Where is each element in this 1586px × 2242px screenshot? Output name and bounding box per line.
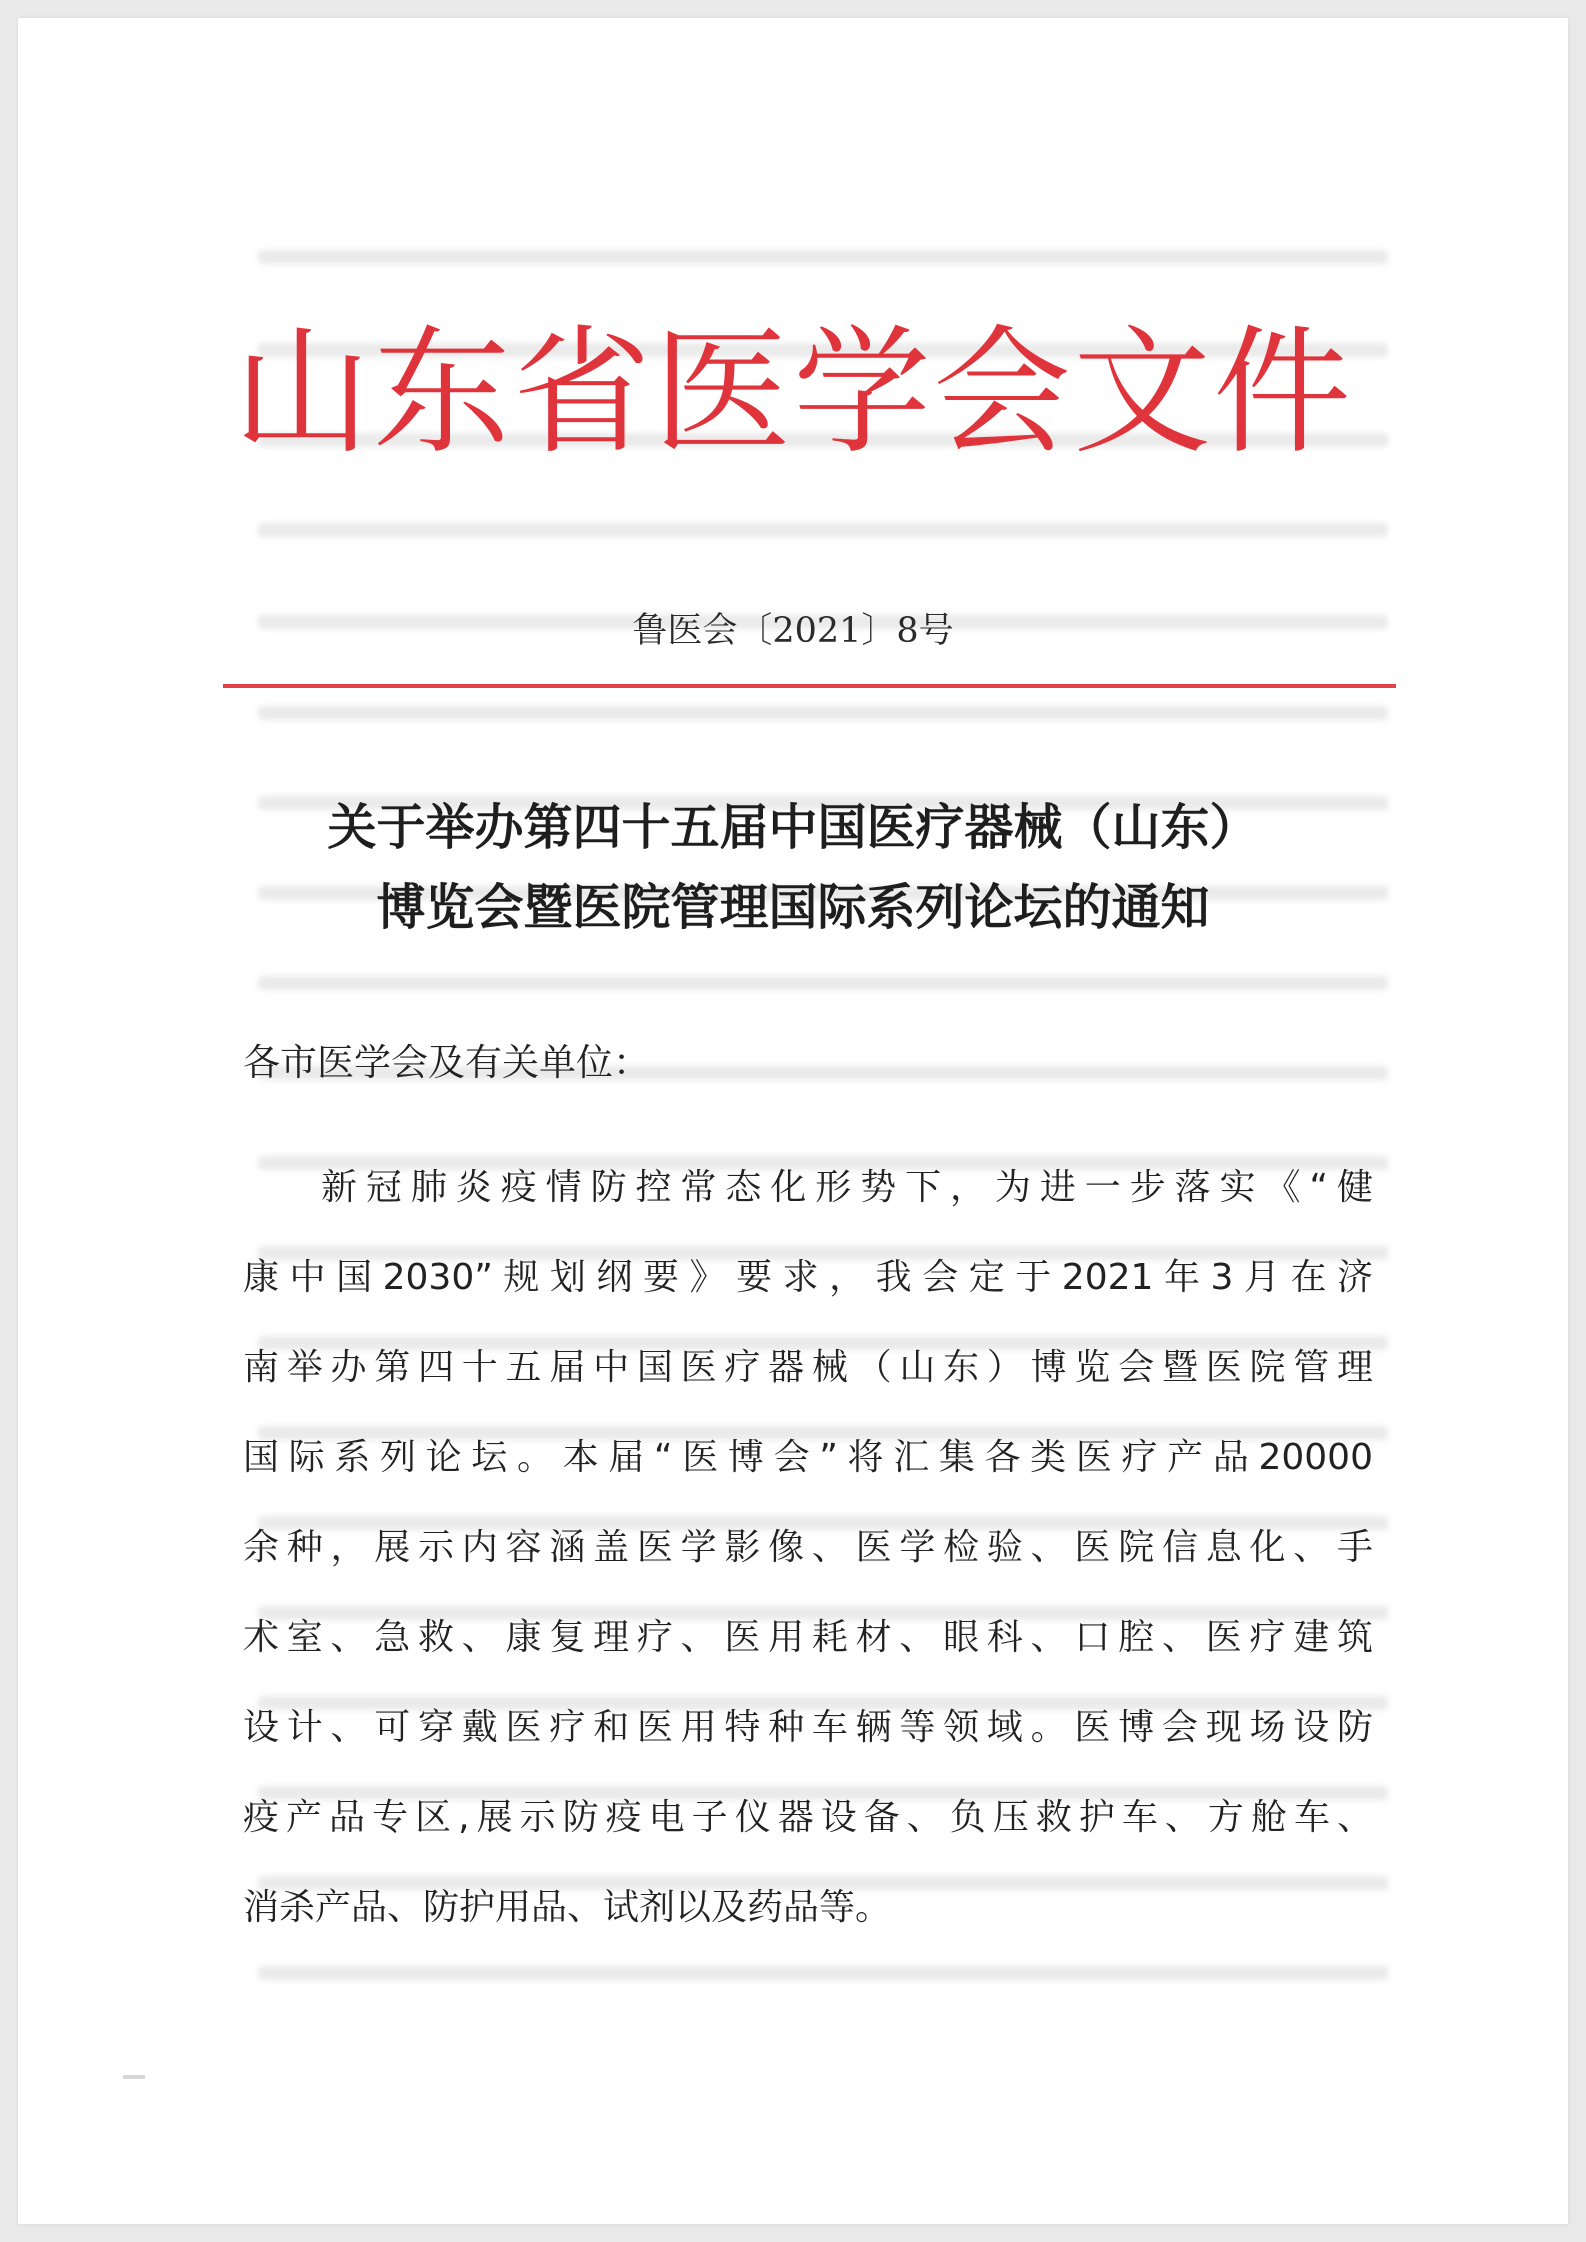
body-line: 术室、急救、康复理疗、医用耗材、眼科、口腔、医疗建筑 (243, 1617, 1373, 1658)
body-line: 设计、可穿戴医疗和医用特种车辆等领域。医博会现场设防 (243, 1707, 1373, 1748)
body-line: 余种，展示内容涵盖医学影像、医学检验、医院信息化、手 (243, 1527, 1373, 1568)
notice-title-line: 关于举办第四十五届中国医疗器械（山东） (327, 799, 1259, 856)
issuer-header-title: 山东省医学会文件 (232, 312, 1353, 473)
notice-title-line: 博览会暨医院管理国际系列论坛的通知 (376, 879, 1210, 936)
scan-speck (123, 2075, 145, 2079)
body-line: 康中国2030”规划纲要》要求，我会定于2021年3月在济 (243, 1257, 1373, 1298)
body-line: 消杀产品、防护用品、试剂以及药品等。 (243, 1887, 892, 1928)
red-divider-rule (223, 684, 1396, 688)
document-page (18, 18, 1568, 2224)
body-line: 新冠肺炎疫情防控常态化形势下，为进一步落实《“健 (321, 1167, 1373, 1208)
notice-title (18, 788, 1568, 948)
document-number: 鲁医会〔2021〕8号 (632, 611, 954, 651)
body-line: 疫产品专区,展示防疫电子仪器设备、负压救护车、方舱车、 (243, 1797, 1373, 1838)
body-line: 南举办第四十五届中国医疗器械（山东）博览会暨医院管理 (243, 1347, 1373, 1388)
body-paragraph (243, 1143, 1373, 1953)
body-line: 国际系列论坛。本届“医博会”将汇集各类医疗产品20000 (243, 1437, 1373, 1478)
salutation: 各市医学会及有关单位： (243, 1041, 650, 1084)
